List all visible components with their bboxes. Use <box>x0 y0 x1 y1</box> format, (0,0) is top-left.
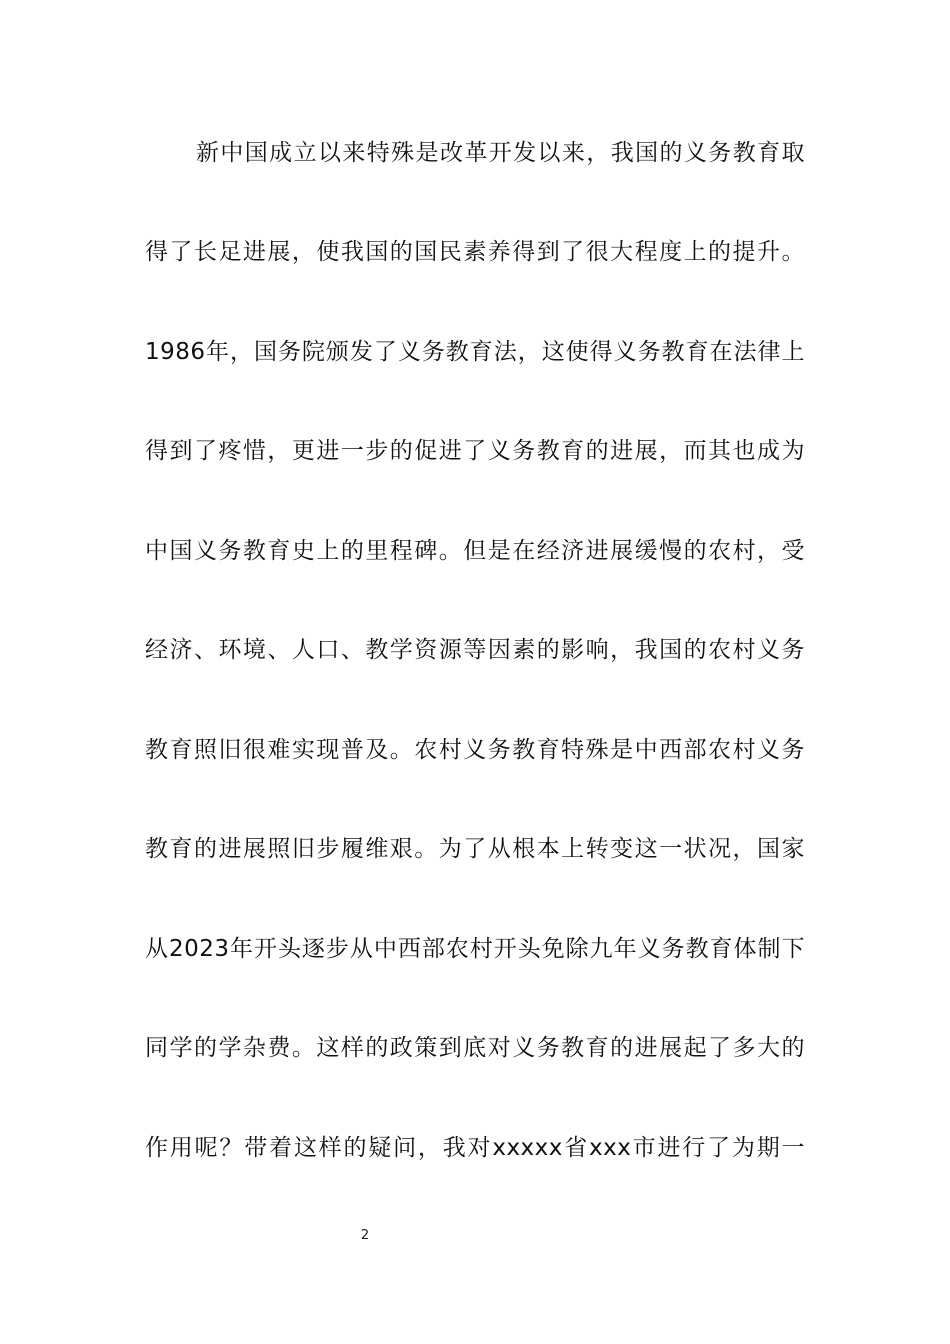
paragraph-line-11: 作用呢？带着这样的疑问，我对xxxxx省xxx市进行了为期一 <box>145 1135 805 1161</box>
paragraph-line-7: 教育照旧很难实现普及。农村义务教育特殊是中西部农村义务 <box>145 737 805 763</box>
paragraph-line-6: 经济、环境、人口、教学资源等因素的影响，我国的农村义务 <box>145 637 805 663</box>
paragraph-line-1: 新中国成立以来特殊是改革开发以来，我国的义务教育取 <box>196 140 805 166</box>
paragraph-line-4: 得到了疼惜，更进一步的促进了义务教育的进展，而其也成为 <box>145 438 805 464</box>
paragraph-line-9: 从2023年开头逐步从中西部农村开头免除九年义务教育体制下 <box>145 936 805 962</box>
paragraph-line-3: 1986年，国务院颁发了义务教育法，这使得义务教育在法律上 <box>145 339 805 365</box>
page-number: 2 <box>360 1228 370 1243</box>
paragraph-line-8: 教育的进展照旧步履维艰。为了从根本上转变这一状况，国家 <box>145 836 805 862</box>
paragraph-line-2: 得了长足进展，使我国的国民素养得到了很大程度上的提升。 <box>145 239 805 265</box>
paragraph-line-10: 同学的学杂费。这样的政策到底对义务教育的进展起了多大的 <box>145 1035 805 1061</box>
paragraph-line-5: 中国义务教育史上的里程碑。但是在经济进展缓慢的农村，受 <box>145 538 805 564</box>
